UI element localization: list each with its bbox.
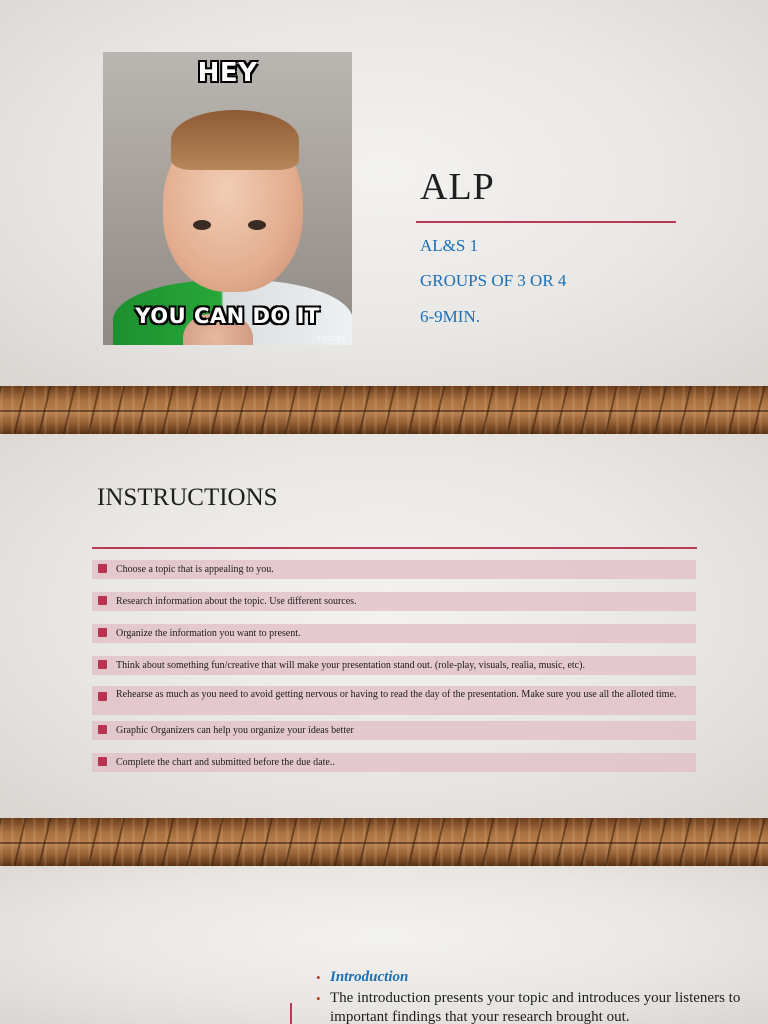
list-item-text: Complete the chart and submitted before the due date.. xyxy=(116,757,335,768)
instructions-rule xyxy=(92,547,697,549)
list-item xyxy=(92,560,696,579)
list-item-text: Choose a topic that is appealing to you. xyxy=(116,564,274,575)
list-item xyxy=(92,624,696,643)
bullet-icon xyxy=(98,564,107,573)
accent-bar xyxy=(290,1003,292,1024)
list-item xyxy=(92,721,696,740)
introduction-heading: Introduction xyxy=(330,969,409,985)
list-item xyxy=(92,656,696,675)
wood-floor-divider xyxy=(0,818,768,866)
bullet-icon: • xyxy=(316,991,321,1006)
list-item-text: Research information about the topic. Use different sources. xyxy=(116,596,357,607)
bullet-icon xyxy=(98,692,107,701)
slide-title xyxy=(0,0,768,386)
bullet-icon xyxy=(98,757,107,766)
left-eye xyxy=(193,220,211,230)
subtitle-line: GROUPS OF 3 OR 4 xyxy=(420,271,567,290)
list-item xyxy=(92,753,696,772)
right-eye xyxy=(248,220,266,230)
subtitle-line: AL&S 1 xyxy=(420,236,479,255)
list-item-text: Rehearse as much as you need to avoid getting nervous or having to read the day of the presentation. Make sure you use all the alloted time. xyxy=(116,689,677,700)
bullet-icon xyxy=(98,660,107,669)
subtitle-line: 6-9MIN. xyxy=(420,307,480,326)
bullet-icon xyxy=(98,628,107,637)
bullet-icon xyxy=(98,596,107,605)
introduction-text: The introduction presents your topic and introduces your listeners to important findings that your research brought out. xyxy=(330,990,741,1024)
list-item-text: Organize the information you want to present. xyxy=(116,628,301,639)
watermark: TOOLBX xyxy=(317,335,346,343)
list-item-text: Think about something fun/creative that will make your presentation stand out. (role-play, visuals, realia, music, etc). xyxy=(116,660,585,671)
bullet-icon xyxy=(98,725,107,734)
meme-caption-top: HEY xyxy=(197,58,258,88)
list-item-text: Graphic Organizers can help you organize your ideas better xyxy=(116,725,354,736)
title-rule xyxy=(416,221,676,223)
wood-floor-divider xyxy=(0,386,768,434)
slide-introduction xyxy=(0,866,768,1024)
list-item xyxy=(92,592,696,611)
meme-photo xyxy=(103,52,352,345)
instructions-title: INSTRUCTIONS xyxy=(97,484,278,511)
baby-hair xyxy=(171,110,299,170)
bullet-icon: • xyxy=(316,970,321,985)
list-item xyxy=(92,686,696,715)
slide-title-text: ALP xyxy=(420,166,495,208)
slide-instructions xyxy=(0,434,768,818)
meme-caption-bottom: YOU CAN DO IT xyxy=(135,304,320,328)
